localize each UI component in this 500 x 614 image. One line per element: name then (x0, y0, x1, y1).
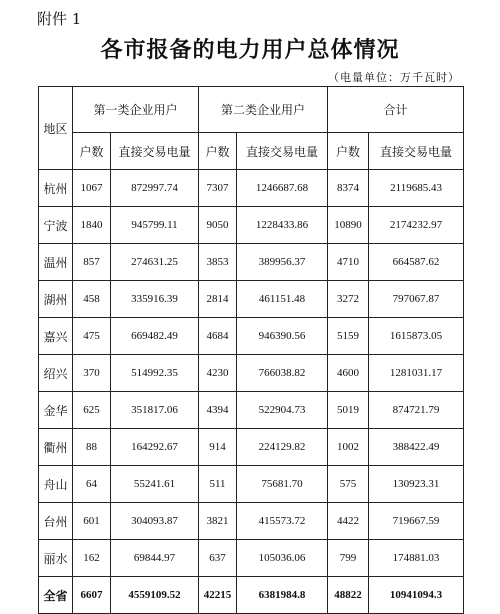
type1-volume-cell: 4559109.52 (111, 577, 199, 614)
region-cell: 温州 (39, 244, 73, 281)
type1-volume-cell: 69844.97 (111, 540, 199, 577)
total-count-cell: 8374 (328, 170, 369, 207)
type1-count-cell: 88 (73, 429, 111, 466)
total-count-cell: 10890 (328, 207, 369, 244)
total-volume-cell: 2174232.97 (369, 207, 464, 244)
type1-count-cell: 625 (73, 392, 111, 429)
type2-volume-cell: 389956.37 (237, 244, 328, 281)
type1-volume-cell: 945799.11 (111, 207, 199, 244)
attachment-label: 附件 1 (37, 10, 82, 28)
type2-count-cell: 3853 (199, 244, 237, 281)
region-cell: 金华 (39, 392, 73, 429)
total-count-cell: 4422 (328, 503, 369, 540)
total-volume-cell: 664587.62 (369, 244, 464, 281)
total-count-cell: 3272 (328, 281, 369, 318)
type1-count-cell: 1840 (73, 207, 111, 244)
table-row (39, 466, 464, 503)
total-count-cell: 1002 (328, 429, 369, 466)
total-count-cell: 799 (328, 540, 369, 577)
type1-count-cell: 6607 (73, 577, 111, 614)
region-cell: 全省 (39, 577, 73, 614)
col-header-volume: 直接交易电量 (237, 133, 328, 170)
type2-volume-cell: 105036.06 (237, 540, 328, 577)
table-row (39, 281, 464, 318)
type1-count-cell: 1067 (73, 170, 111, 207)
type1-volume-cell: 872997.74 (111, 170, 199, 207)
table-row (39, 244, 464, 281)
type2-count-cell: 42215 (199, 577, 237, 614)
type2-volume-cell: 1228433.86 (237, 207, 328, 244)
group-header-type1: 第一类企业用户 (73, 87, 199, 133)
total-count-cell: 4710 (328, 244, 369, 281)
type1-volume-cell: 335916.39 (111, 281, 199, 318)
type2-volume-cell: 461151.48 (237, 281, 328, 318)
type1-count-cell: 370 (73, 355, 111, 392)
col-header-volume: 直接交易电量 (369, 133, 464, 170)
type2-volume-cell: 224129.82 (237, 429, 328, 466)
type1-count-cell: 475 (73, 318, 111, 355)
col-header-count: 户数 (328, 133, 369, 170)
type1-volume-cell: 164292.67 (111, 429, 199, 466)
region-cell: 嘉兴 (39, 318, 73, 355)
type1-volume-cell: 351817.06 (111, 392, 199, 429)
table-row (39, 540, 464, 577)
type2-count-cell: 4394 (199, 392, 237, 429)
table-row (39, 170, 464, 207)
total-count-cell: 5019 (328, 392, 369, 429)
type2-count-cell: 7307 (199, 170, 237, 207)
region-cell: 衢州 (39, 429, 73, 466)
type1-count-cell: 601 (73, 503, 111, 540)
col-header-count: 户数 (199, 133, 237, 170)
region-cell: 宁波 (39, 207, 73, 244)
type2-count-cell: 2814 (199, 281, 237, 318)
type1-volume-cell: 514992.35 (111, 355, 199, 392)
col-header-count: 户数 (73, 133, 111, 170)
header-row-columns (39, 133, 464, 170)
type2-volume-cell: 1246687.68 (237, 170, 328, 207)
type2-volume-cell: 6381984.8 (237, 577, 328, 614)
power-user-table (38, 86, 464, 614)
type1-volume-cell: 304093.87 (111, 503, 199, 540)
table-row (39, 355, 464, 392)
total-volume-cell: 10941094.3 (369, 577, 464, 614)
table-row (39, 429, 464, 466)
total-row (39, 577, 464, 614)
table-row (39, 207, 464, 244)
type1-volume-cell: 274631.25 (111, 244, 199, 281)
total-volume-cell: 388422.49 (369, 429, 464, 466)
total-volume-cell: 719667.59 (369, 503, 464, 540)
total-count-cell: 5159 (328, 318, 369, 355)
table-row (39, 392, 464, 429)
unit-note: （电量单位：万千瓦时） (328, 71, 460, 84)
region-cell: 台州 (39, 503, 73, 540)
type2-count-cell: 9050 (199, 207, 237, 244)
document-title: 各市报备的电力用户总体情况 (100, 37, 400, 63)
type2-volume-cell: 415573.72 (237, 503, 328, 540)
type2-volume-cell: 766038.82 (237, 355, 328, 392)
region-cell: 湖州 (39, 281, 73, 318)
type2-count-cell: 914 (199, 429, 237, 466)
table-body (39, 170, 464, 614)
region-header: 地区 (39, 87, 73, 170)
type2-volume-cell: 75681.70 (237, 466, 328, 503)
total-volume-cell: 797067.87 (369, 281, 464, 318)
group-header-total: 合计 (328, 87, 464, 133)
type2-volume-cell: 522904.73 (237, 392, 328, 429)
type2-count-cell: 511 (199, 466, 237, 503)
type1-count-cell: 162 (73, 540, 111, 577)
table-row (39, 503, 464, 540)
total-volume-cell: 1615873.05 (369, 318, 464, 355)
type2-count-cell: 637 (199, 540, 237, 577)
total-volume-cell: 174881.03 (369, 540, 464, 577)
col-header-volume: 直接交易电量 (111, 133, 199, 170)
type1-count-cell: 857 (73, 244, 111, 281)
type2-count-cell: 3821 (199, 503, 237, 540)
total-volume-cell: 2119685.43 (369, 170, 464, 207)
total-count-cell: 575 (328, 466, 369, 503)
total-volume-cell: 130923.31 (369, 466, 464, 503)
region-cell: 杭州 (39, 170, 73, 207)
type1-count-cell: 64 (73, 466, 111, 503)
region-cell: 绍兴 (39, 355, 73, 392)
type1-count-cell: 458 (73, 281, 111, 318)
type2-volume-cell: 946390.56 (237, 318, 328, 355)
total-volume-cell: 874721.79 (369, 392, 464, 429)
type1-volume-cell: 669482.49 (111, 318, 199, 355)
region-cell: 舟山 (39, 466, 73, 503)
group-header-type2: 第二类企业用户 (199, 87, 328, 133)
total-count-cell: 48822 (328, 577, 369, 614)
header-row-groups (39, 87, 464, 133)
total-count-cell: 4600 (328, 355, 369, 392)
total-volume-cell: 1281031.17 (369, 355, 464, 392)
table-row (39, 318, 464, 355)
type2-count-cell: 4684 (199, 318, 237, 355)
type2-count-cell: 4230 (199, 355, 237, 392)
region-cell: 丽水 (39, 540, 73, 577)
type1-volume-cell: 55241.61 (111, 466, 199, 503)
